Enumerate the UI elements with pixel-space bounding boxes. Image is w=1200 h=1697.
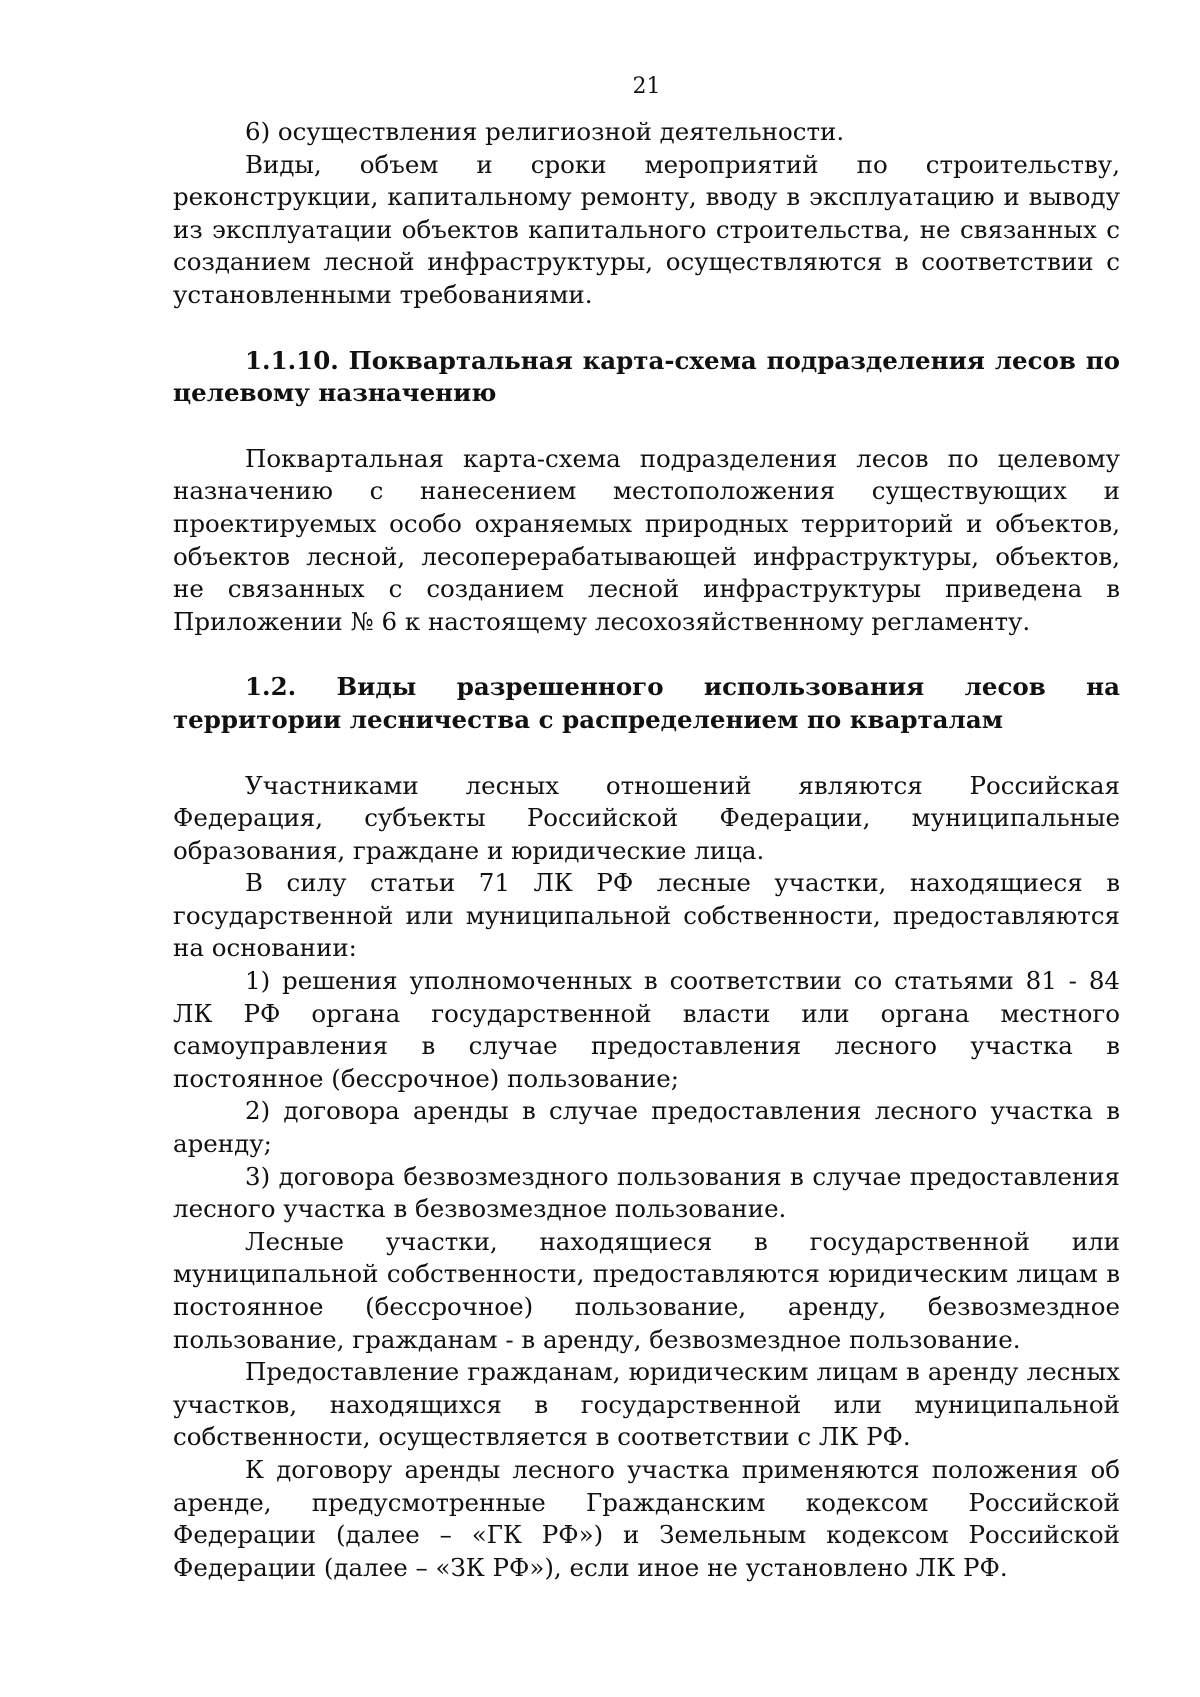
paragraph: К договору аренды лесного участка применяются положения об аренде, предусмотренные Гражданским кодексом Российской Федерации (далее – «ГК РФ») и Земельным кодексом Российской Федерации (далее – «ЗК РФ»), если иное не установлено ЛК РФ. [173,1454,1120,1582]
document-body [173,116,1120,1584]
paragraph: Виды, объем и сроки мероприятий по строительству, реконструкции, капитальному ремонту, вводу в эксплуатацию и выводу из эксплуатации объектов капитального строительства, не связанных с созданием лесной инфраструктуры, осуществляются в соответствии с установленными требованиями. [173,149,1120,309]
paragraph: Поквартальная карта-схема подразделения лесов по целевому назначению с нанесением местоположения существующих и проектируемых особо охраняемых природных территорий и объектов, объектов лесной, лесоперерабатывающей инфраструктуры, объектов, не связанных с созданием лесной инфраструктуры приведена в Приложении № 6 к настоящему лесохозяйственному регламенту. [173,443,1120,636]
paragraph: В силу статьи 71 ЛК РФ лесные участки, находящиеся в государственной или муниципальной собственности, предоставляются на основании: [173,868,1120,963]
page-number: 21 [632,74,661,99]
paragraph: Участниками лесных отношений являются Российская Федерация, субъекты Российской Федерации, муниципальные образования, граждане и юридические лица. [173,770,1120,865]
list-item: 3) договора безвозмездного пользования в случае предоставления лесного участка в безвозмездное пользование. [173,1161,1120,1224]
list-item: 2) договора аренды в случае предоставления лесного участка в аренду; [173,1096,1120,1159]
section-heading-1-2: 1.2. Виды разрешенного использования лесов на территории лесничества с распределением по кварталам [173,672,1120,734]
section-heading-1-1-10: 1.1.10. Поквартальная карта-схема подразделения лесов по целевому назначению [173,345,1120,408]
paragraph: Предоставление гражданам, юридическим лицам в аренду лесных участков, находящихся в государственной или муниципальной собственности, осуществляется в соответствии с ЛК РФ. [173,1357,1120,1452]
list-item: 1) решения уполномоченных в соответствии со статьями 81 - 84 ЛК РФ органа государственной власти или органа местного самоуправления в случае предоставления лесного участка в постоянное (бессрочное) пользование; [173,966,1120,1093]
paragraph: 6) осуществления религиозной деятельности. [245,117,845,146]
paragraph: Лесные участки, находящиеся в государственной или муниципальной собственности, предоставляются юридическим лицам в постоянное (бессрочное) пользование, аренду, безвозмездное пользование, гражданам - в аренду, безвозмездное пользование. [173,1226,1120,1354]
